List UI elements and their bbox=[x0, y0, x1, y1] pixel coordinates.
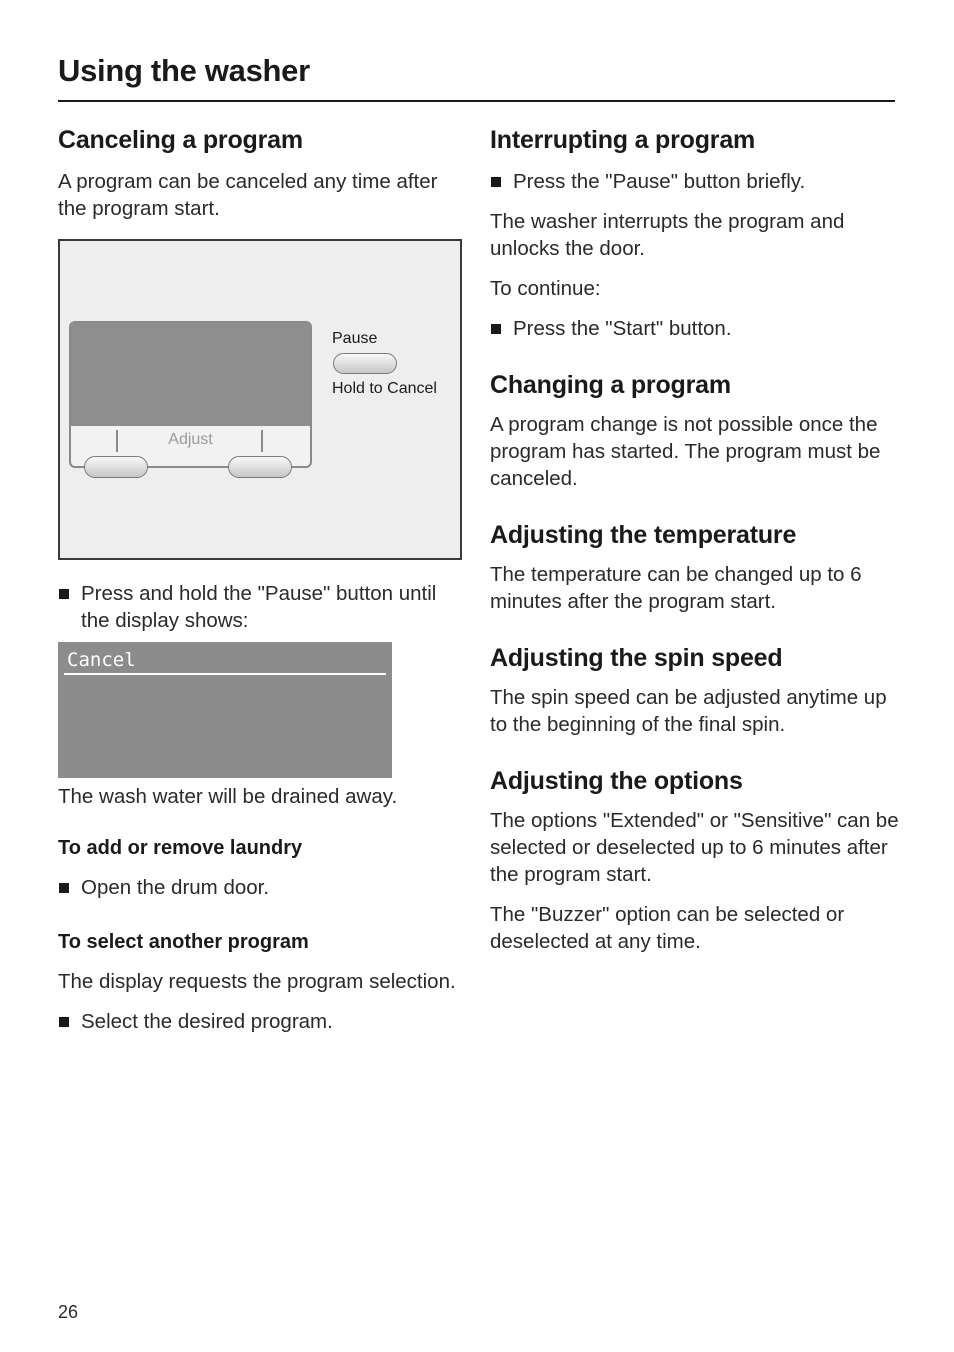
interrupt-text: The washer interrupts the program and unlocks the door. bbox=[490, 210, 845, 260]
page-title: Using the washer bbox=[58, 53, 310, 88]
display-cancel-text: Cancel bbox=[67, 649, 136, 671]
page-number: 26 bbox=[58, 1302, 79, 1322]
right-adjust-button bbox=[228, 456, 292, 478]
pause-label: Pause bbox=[332, 330, 378, 347]
continue-label: To continue: bbox=[490, 277, 601, 300]
options-heading: Adjusting the options bbox=[490, 767, 743, 795]
canceling-heading: Canceling a program bbox=[58, 126, 303, 154]
step-press-pause: Press the "Pause" button briefly. bbox=[490, 168, 900, 195]
display-underline bbox=[64, 673, 386, 675]
display-frame bbox=[69, 321, 312, 468]
drain-note: The wash water will be drained away. bbox=[58, 785, 398, 808]
select-another-text: The display requests the program selection. bbox=[58, 970, 456, 993]
options-text: The options "Extended" or "Sensitive" can be selected or deselected up to 6 minutes after the program start. bbox=[490, 809, 899, 886]
canceling-intro: A program can be canceled any time after the program start. bbox=[58, 170, 438, 220]
interrupting-heading: Interrupting a program bbox=[490, 126, 756, 154]
spin-speed-text: The spin speed can be adjusted anytime up to the beginning of the final spin. bbox=[490, 686, 887, 736]
hold-to-cancel-label: Hold to Cancel bbox=[332, 380, 437, 397]
step-press-start: Press the "Start" button. bbox=[490, 315, 900, 342]
buzzer-text: The "Buzzer" option can be selected or deselected at any time. bbox=[490, 903, 845, 953]
step-open-drum-door: Open the drum door. bbox=[58, 874, 463, 901]
step-press-hold-pause: Press and hold the "Pause" button until the display shows: bbox=[58, 580, 448, 634]
temperature-text: The temperature can be changed up to 6 minutes after the program start. bbox=[490, 563, 862, 613]
title-divider bbox=[58, 100, 895, 102]
left-column bbox=[58, 124, 463, 1035]
right-column bbox=[490, 124, 900, 955]
control-panel-illustration bbox=[58, 239, 462, 560]
adjust-label: Adjust bbox=[168, 431, 213, 448]
cancel-display bbox=[58, 642, 392, 778]
changing-text: A program change is not possible once the program has started. The program must be canceled. bbox=[490, 413, 881, 490]
select-another-heading: To select another program bbox=[58, 931, 309, 953]
pause-button bbox=[333, 353, 397, 374]
left-adjust-button bbox=[84, 456, 148, 478]
changing-heading: Changing a program bbox=[490, 371, 731, 399]
display-screen bbox=[71, 323, 310, 426]
spin-speed-heading: Adjusting the spin speed bbox=[490, 644, 783, 672]
step-select-program: Select the desired program. bbox=[58, 1008, 463, 1035]
temperature-heading: Adjusting the temperature bbox=[490, 521, 797, 549]
add-remove-heading: To add or remove laundry bbox=[58, 837, 303, 859]
